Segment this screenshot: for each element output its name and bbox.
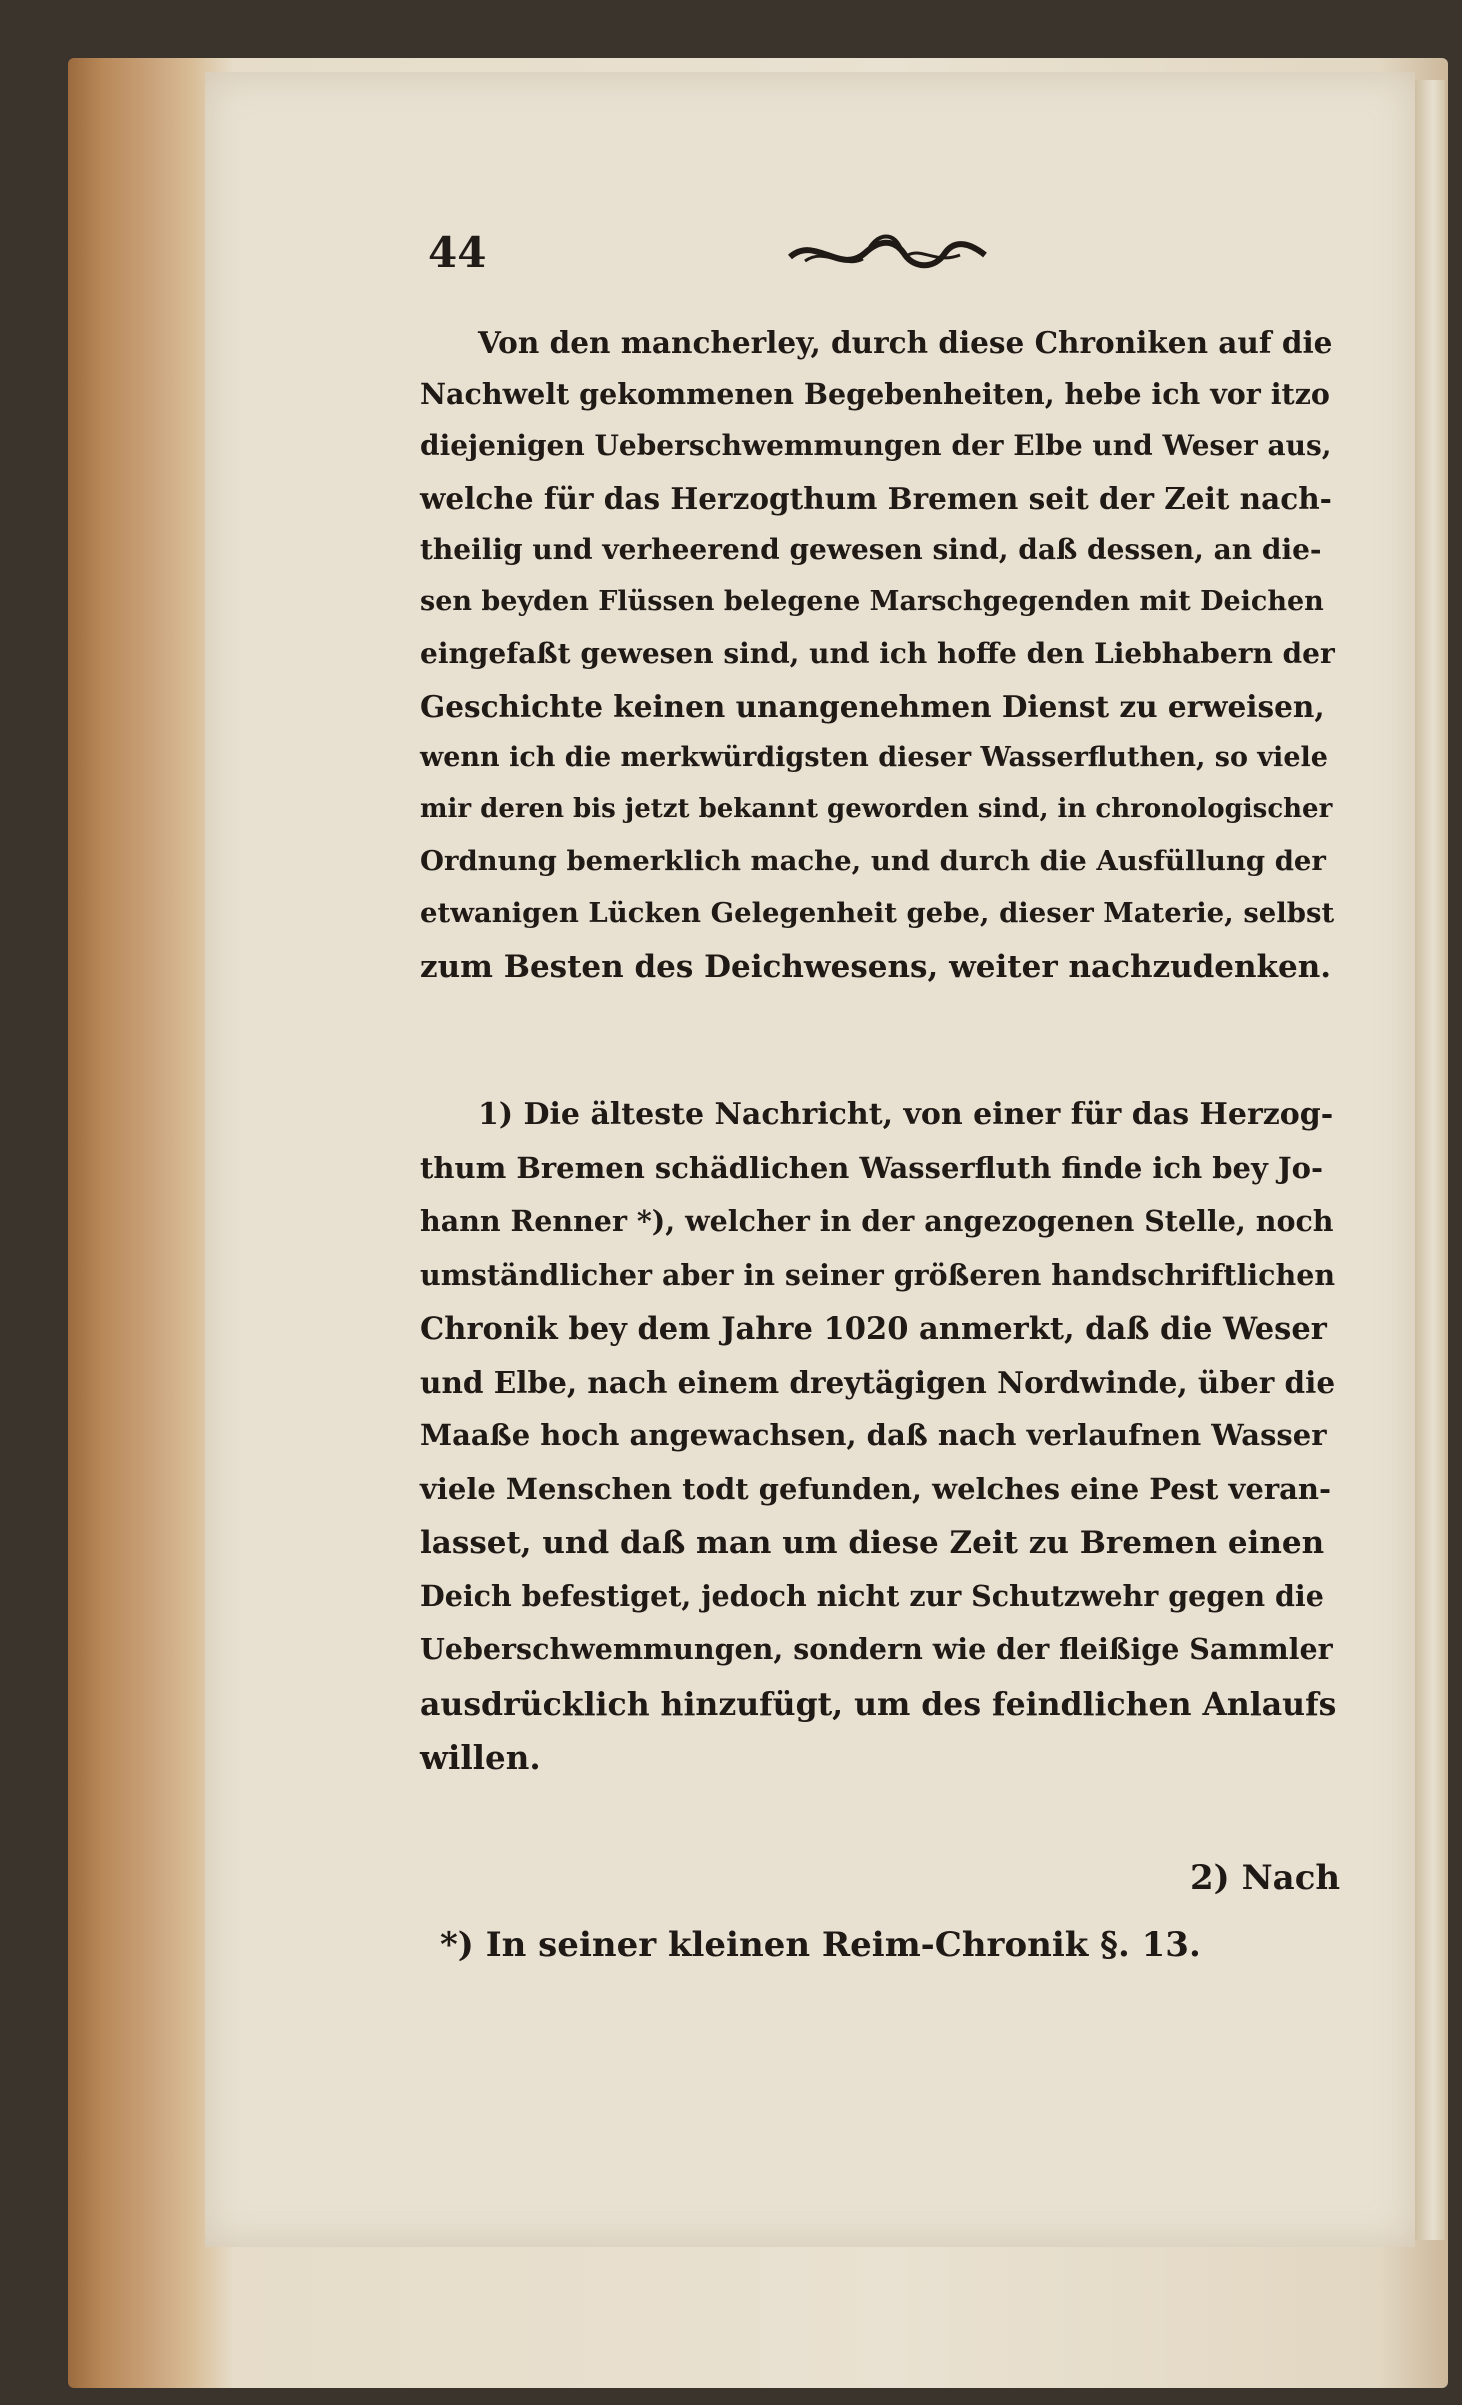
text-line: und Elbe, nach einem dreytägigen Nordwinde, über die	[420, 1364, 1336, 1400]
text-line: Nachwelt gekommenen Begebenheiten, hebe ich vor itzo	[420, 377, 1330, 411]
text-line: eingefaßt gewesen sind, und ich hoffe den Liebhabern der	[420, 637, 1335, 670]
text-line: mir deren bis jetzt bekannt geworden sind, in chronologischer	[420, 794, 1333, 824]
text-line: lasset, und daß man um diese Zeit zu Bremen einen	[420, 1525, 1325, 1561]
ornament-icon	[785, 225, 990, 285]
text-line: welche für das Herzogthum Bremen seit der Zeit nach-	[420, 481, 1332, 516]
text-line: diejenigen Ueberschwemmungen der Elbe und Weser aus,	[420, 429, 1332, 462]
text-line: Ueberschwemmungen, sondern wie der fleißige Sammler	[420, 1632, 1333, 1666]
facing-page-edge	[1415, 80, 1445, 2240]
text-line: theilig und verheerend gewesen sind, daß dessen, an die-	[420, 533, 1322, 566]
text-line: Ordnung bemerklich mache, und durch die Ausfüllung der	[420, 845, 1326, 877]
text-line: Von den mancherley, durch diese Chroniken auf die	[478, 325, 1333, 360]
text-line: 1) Die älteste Nachricht, von einer für das Herzog-	[478, 1097, 1334, 1132]
text-line: willen.	[420, 1738, 541, 1777]
text-line: sen beyden Flüssen belegene Marschgegenden mit Deichen	[420, 586, 1324, 617]
footnote: *) In seiner kleinen Reim-Chronik §. 13.	[440, 1925, 1201, 1965]
page-number: 44	[428, 228, 487, 277]
text-line: thum Bremen schädlichen Wasserfluth finde ich bey Jo-	[420, 1150, 1324, 1185]
text-line: wenn ich die merkwürdigsten dieser Wasserfluthen, so viele	[420, 742, 1328, 773]
text-line: etwanigen Lücken Gelegenheit gebe, dieser Materie, selbst	[420, 897, 1335, 929]
text-line: Chronik bey dem Jahre 1020 anmerkt, daß die Weser	[420, 1311, 1327, 1347]
text-line: ausdrücklich hinzufügt, um des feindlichen Anlaufs	[420, 1685, 1337, 1723]
text-line: umständlicher aber in seiner größeren handschriftlichen	[420, 1257, 1336, 1292]
text-line: Geschichte keinen unangenehmen Dienst zu erweisen,	[420, 689, 1325, 724]
text-line: hann Renner *), welcher in der angezogenen Stelle, noch	[420, 1204, 1334, 1238]
catchword: 2) Nach	[1190, 1858, 1341, 1898]
text-line: zum Besten des Deichwesens, weiter nachzudenken.	[420, 949, 1332, 985]
text-line: Maaße hoch angewachsen, daß nach verlaufnen Wasser	[420, 1418, 1327, 1452]
text-line: Deich befestiget, jedoch nicht zur Schutzwehr gegen die	[420, 1578, 1324, 1613]
text-line: viele Menschen todt gefunden, welches eine Pest veran-	[420, 1471, 1332, 1506]
